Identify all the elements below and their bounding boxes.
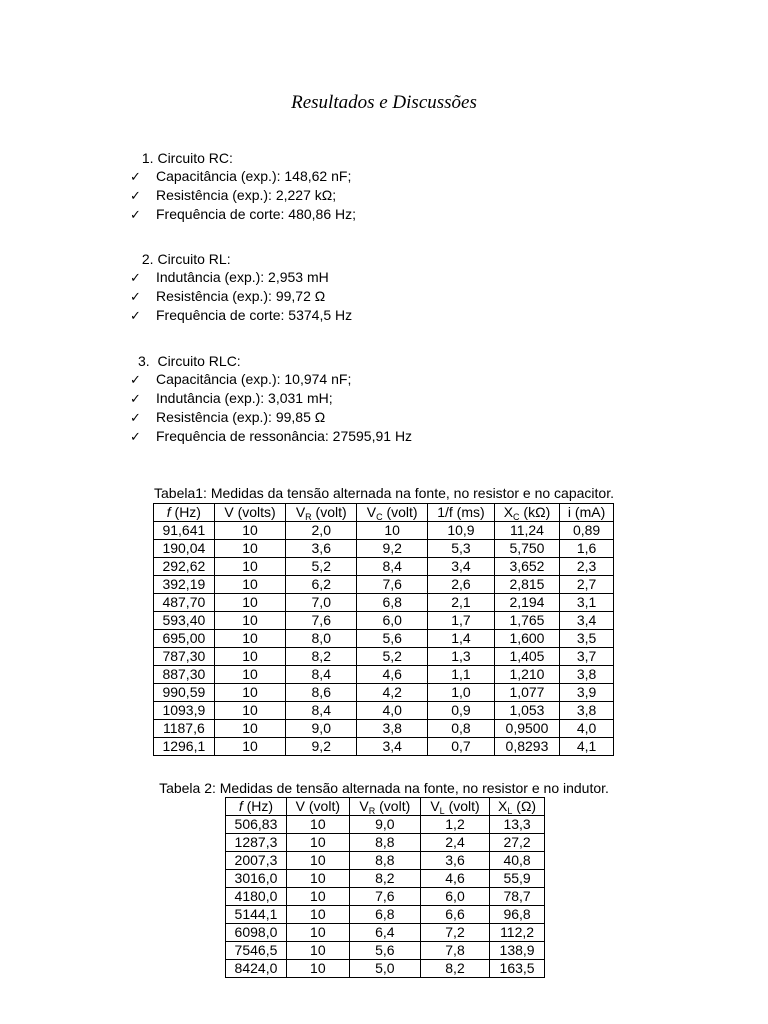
table-cell: 3,4 — [560, 612, 614, 630]
table-cell: 0,89 — [560, 522, 614, 540]
header-xl: $X_L$ (Ω) — [490, 798, 545, 816]
table1-caption: Tabela1: Medidas da tensão alternada na fonte, no resistor e no capacitor. — [154, 485, 614, 501]
table-cell: 6,0 — [420, 888, 489, 906]
table-cell: 10 — [286, 852, 349, 870]
table-cell: 10 — [214, 576, 286, 594]
table-cell: 10 — [214, 558, 286, 576]
table-cell: 5,2 — [286, 558, 357, 576]
table-cell: 55,9 — [490, 870, 545, 888]
table-cell: 9,0 — [349, 816, 420, 834]
table-cell: 695,00 — [154, 630, 215, 648]
table-cell: 1,1 — [428, 666, 495, 684]
table-row — [154, 630, 614, 648]
table-cell: 40,8 — [490, 852, 545, 870]
table-row — [154, 612, 614, 630]
item-text: Frequência de ressonância: 27595,91 Hz — [156, 428, 413, 444]
table-row — [154, 720, 614, 738]
table-row — [226, 906, 545, 924]
table-cell: 10 — [214, 612, 286, 630]
section-rlc — [130, 352, 412, 446]
table-cell: 10 — [214, 522, 286, 540]
table-cell: 2,6 — [428, 576, 495, 594]
table-row — [154, 522, 614, 540]
table-cell: 91,641 — [154, 522, 215, 540]
table-cell: 8,8 — [349, 852, 420, 870]
table-cell: 1,765 — [494, 612, 559, 630]
table-cell: 7,0 — [286, 594, 357, 612]
table-cell: 4180,0 — [226, 888, 287, 906]
table-cell: 96,8 — [490, 906, 545, 924]
table-cell: 10 — [286, 906, 349, 924]
table-cell: 3,5 — [560, 630, 614, 648]
header-xc: $X_C$ (kΩ) — [494, 504, 559, 522]
table-row — [154, 666, 614, 684]
table-header-row — [226, 798, 545, 816]
table-cell: 3,8 — [560, 666, 614, 684]
page-title: Resultados e Discussões — [291, 92, 477, 113]
table-cell: 10 — [286, 960, 349, 978]
section-heading: 2. Circuito RL: — [138, 251, 231, 267]
list-item — [130, 287, 352, 306]
table-cell: 8,2 — [349, 870, 420, 888]
list-item — [130, 408, 412, 427]
section-heading: 1. Circuito RC: — [138, 150, 233, 166]
table-cell: 8,4 — [286, 702, 357, 720]
table-cell: 1,7 — [428, 612, 495, 630]
table-cell: 9,2 — [357, 540, 428, 558]
table-cell: 887,30 — [154, 666, 215, 684]
table-cell: 1,0 — [428, 684, 495, 702]
table-cell: 8,4 — [357, 558, 428, 576]
list-item — [130, 205, 356, 224]
table-row — [154, 738, 614, 756]
table-cell: 10 — [214, 540, 286, 558]
list-item — [130, 306, 352, 325]
table-row — [154, 576, 614, 594]
table-header-row — [154, 504, 614, 522]
table-cell: 1,6 — [560, 540, 614, 558]
list-item — [130, 370, 412, 389]
table-cell: 1,405 — [494, 648, 559, 666]
table-cell: 6,0 — [357, 612, 428, 630]
table-cell: 3016,0 — [226, 870, 287, 888]
table-cell: 2,815 — [494, 576, 559, 594]
table-cell: 6,8 — [357, 594, 428, 612]
table-cell: 10 — [286, 942, 349, 960]
check-icon: ✓ — [130, 188, 141, 203]
section-heading: 3. Circuito RLC: — [138, 353, 241, 369]
table-cell: 8424,0 — [226, 960, 287, 978]
table-cell: 7,6 — [349, 888, 420, 906]
table-cell: 1287,3 — [226, 834, 287, 852]
table-cell: 5,6 — [357, 630, 428, 648]
table-cell: 2,4 — [420, 834, 489, 852]
table-cell: 10 — [357, 522, 428, 540]
table-cell: 8,0 — [286, 630, 357, 648]
table-row — [154, 648, 614, 666]
table-cell: 1,4 — [428, 630, 495, 648]
table-cell: 112,2 — [490, 924, 545, 942]
list-item — [130, 427, 412, 446]
table-cell: 7546,5 — [226, 942, 287, 960]
table-row — [154, 540, 614, 558]
table-cell: 1,077 — [494, 684, 559, 702]
table-cell: 11,24 — [494, 522, 559, 540]
item-text: Capacitância (exp.): 148,62 nF; — [156, 168, 352, 184]
table-cell: 2,7 — [560, 576, 614, 594]
list-item — [130, 186, 356, 205]
table-cell: 9,2 — [286, 738, 357, 756]
table-cell: 10 — [214, 720, 286, 738]
table-cell: 3,7 — [560, 648, 614, 666]
table-cell: 3,6 — [420, 852, 489, 870]
section-rl — [130, 250, 352, 325]
table-cell: 5144,1 — [226, 906, 287, 924]
check-icon: ✓ — [130, 410, 141, 425]
table-cell: 0,7 — [428, 738, 495, 756]
table-cell: 3,4 — [357, 738, 428, 756]
table-cell: 1296,1 — [154, 738, 215, 756]
table-cell: 3,4 — [428, 558, 495, 576]
table-cell: 1,2 — [420, 816, 489, 834]
table-cell: 10 — [214, 738, 286, 756]
table-cell: 4,6 — [357, 666, 428, 684]
table-cell: 13,3 — [490, 816, 545, 834]
table-cell: 6,6 — [420, 906, 489, 924]
header-vr: $V_R$ (volt) — [286, 504, 357, 522]
table2-caption: Tabela 2: Medidas de tensão alternada na fonte, no resistor e no indutor. — [159, 780, 609, 796]
check-icon: ✓ — [130, 372, 141, 387]
table-cell: 7,8 — [420, 942, 489, 960]
table-cell: 990,59 — [154, 684, 215, 702]
table-cell: 10 — [214, 684, 286, 702]
table-cell: 0,8 — [428, 720, 495, 738]
table1 — [153, 503, 614, 756]
check-icon: ✓ — [130, 289, 141, 304]
table-cell: 6,4 — [349, 924, 420, 942]
item-text: Indutância (exp.): 2,953 mH — [156, 269, 329, 285]
table-cell: 3,1 — [560, 594, 614, 612]
check-icon: ✓ — [130, 308, 141, 323]
table-cell: 1187,6 — [154, 720, 215, 738]
table-cell: 3,8 — [560, 702, 614, 720]
header-voltage: V (volt) — [286, 798, 349, 816]
table-cell: 10 — [286, 870, 349, 888]
table-cell: 10 — [286, 924, 349, 942]
check-icon: ✓ — [130, 429, 141, 444]
item-text: Resistência (exp.): 99,72 Ω — [156, 288, 326, 304]
table-cell: 787,30 — [154, 648, 215, 666]
table-cell: 8,4 — [286, 666, 357, 684]
table-cell: 138,9 — [490, 942, 545, 960]
table-cell: 292,62 — [154, 558, 215, 576]
table-row — [226, 960, 545, 978]
check-icon: ✓ — [130, 207, 141, 222]
table-cell: 2,0 — [286, 522, 357, 540]
item-text: Frequência de corte: 480,86 Hz; — [156, 206, 357, 222]
header-vc: $V_C$ (volt) — [357, 504, 428, 522]
table-row — [154, 684, 614, 702]
table-cell: 10,9 — [428, 522, 495, 540]
table-cell: 2,1 — [428, 594, 495, 612]
table-cell: 0,9500 — [494, 720, 559, 738]
header-vl: $V_L$ (volt) — [420, 798, 489, 816]
list-item — [130, 389, 412, 408]
table-cell: 3,652 — [494, 558, 559, 576]
table-cell: 190,04 — [154, 540, 215, 558]
check-icon: ✓ — [130, 169, 141, 184]
table-cell: 9,0 — [286, 720, 357, 738]
item-text: Frequência de corte: 5374,5 Hz — [156, 307, 353, 323]
table-cell: 6,8 — [349, 906, 420, 924]
table-cell: 3,6 — [286, 540, 357, 558]
table-cell: 8,6 — [286, 684, 357, 702]
table-cell: 4,0 — [560, 720, 614, 738]
item-text: Resistência (exp.): 99,85 Ω — [156, 409, 326, 425]
item-text: Capacitância (exp.): 10,974 nF; — [156, 371, 352, 387]
table-cell: 593,40 — [154, 612, 215, 630]
table-cell: 10 — [214, 648, 286, 666]
table-cell: 8,8 — [349, 834, 420, 852]
table-cell: 487,70 — [154, 594, 215, 612]
check-icon: ✓ — [130, 270, 141, 285]
table-cell: 2007,3 — [226, 852, 287, 870]
table-cell: 163,5 — [490, 960, 545, 978]
table-cell: 4,2 — [357, 684, 428, 702]
item-text: Indutância (exp.): 3,031 mH; — [156, 390, 333, 406]
table-row — [226, 888, 545, 906]
table-row — [226, 924, 545, 942]
header-period: 1/f (ms) — [428, 504, 495, 522]
table-row — [226, 942, 545, 960]
table-cell: 0,9 — [428, 702, 495, 720]
check-icon: ✓ — [130, 391, 141, 406]
table-row — [226, 870, 545, 888]
table-cell: 10 — [214, 666, 286, 684]
table-cell: 7,6 — [357, 576, 428, 594]
table-row — [154, 702, 614, 720]
table-cell: 506,83 — [226, 816, 287, 834]
table-cell: 3,8 — [357, 720, 428, 738]
list-item — [130, 268, 352, 287]
table-cell: 1,053 — [494, 702, 559, 720]
list-item — [130, 167, 356, 186]
table-cell: 7,2 — [420, 924, 489, 942]
table-cell: 2,194 — [494, 594, 559, 612]
table-row — [226, 852, 545, 870]
table-row — [226, 834, 545, 852]
table-cell: 6,2 — [286, 576, 357, 594]
table-cell: 10 — [286, 834, 349, 852]
table-row — [154, 558, 614, 576]
table-cell: 4,6 — [420, 870, 489, 888]
table-cell: 10 — [286, 816, 349, 834]
table-cell: 5,3 — [428, 540, 495, 558]
table-cell: 0,8293 — [494, 738, 559, 756]
table-cell: 8,2 — [286, 648, 357, 666]
table-cell: 4,0 — [357, 702, 428, 720]
table-cell: 5,2 — [357, 648, 428, 666]
header-vr: $V_R$ (volt) — [349, 798, 420, 816]
table-cell: 1,600 — [494, 630, 559, 648]
header-current: i (mA) — [560, 504, 614, 522]
table-cell: 392,19 — [154, 576, 215, 594]
table-cell: 4,1 — [560, 738, 614, 756]
table-cell: 10 — [214, 630, 286, 648]
table-cell: 3,9 — [560, 684, 614, 702]
table-cell: 10 — [286, 888, 349, 906]
table-cell: 10 — [214, 594, 286, 612]
table-cell: 7,6 — [286, 612, 357, 630]
table-cell: 5,6 — [349, 942, 420, 960]
table2 — [225, 797, 545, 978]
table-cell: 5,750 — [494, 540, 559, 558]
table-cell: 1,210 — [494, 666, 559, 684]
header-frequency: f (Hz) — [226, 798, 287, 816]
table-cell: 27,2 — [490, 834, 545, 852]
table-cell: 1,3 — [428, 648, 495, 666]
table-row — [154, 594, 614, 612]
table-cell: 6098,0 — [226, 924, 287, 942]
header-voltage: V (volts) — [214, 504, 286, 522]
table-row — [226, 816, 545, 834]
table-cell: 5,0 — [349, 960, 420, 978]
item-text: Resistência (exp.): 2,227 kΩ; — [156, 187, 337, 203]
table-cell: 8,2 — [420, 960, 489, 978]
table-cell: 1093,9 — [154, 702, 215, 720]
section-rc — [130, 149, 356, 224]
table-cell: 2,3 — [560, 558, 614, 576]
table-cell: 10 — [214, 702, 286, 720]
header-frequency: f (Hz) — [154, 504, 215, 522]
table-cell: 78,7 — [490, 888, 545, 906]
